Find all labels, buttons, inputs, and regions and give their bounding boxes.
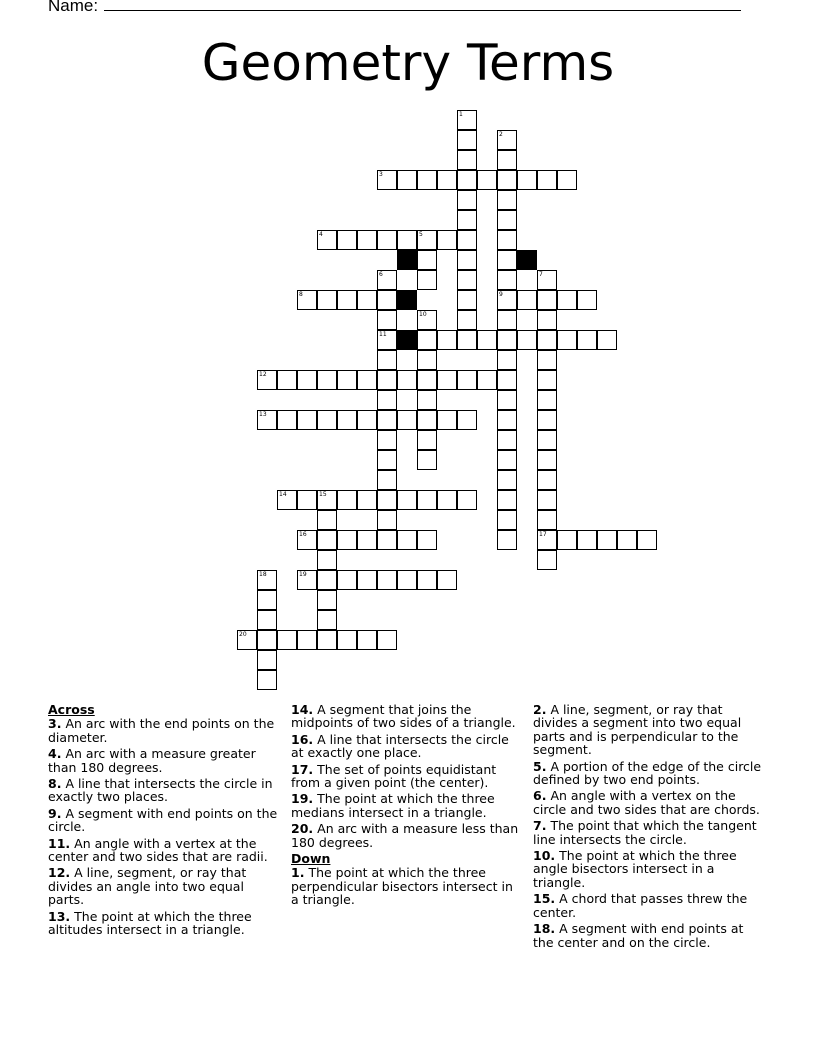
crossword-cell[interactable]: [257, 570, 277, 590]
crossword-cell[interactable]: [417, 250, 437, 270]
crossword-cell[interactable]: [497, 290, 517, 310]
across-heading: Across: [48, 702, 95, 717]
clue-down-15: 15. A chord that passes threw the center.: [533, 891, 748, 920]
crossword-cell[interactable]: [457, 270, 477, 290]
clue-across-12: 12. A line, segment, or ray that divides an angle into two equal parts.: [48, 865, 247, 908]
crossword-cell[interactable]: [457, 230, 477, 250]
crossword-cell[interactable]: [317, 550, 337, 570]
crossword-cell[interactable]: [337, 410, 357, 430]
clue-across-11: 11. An angle with a vertex at the center and two sides that are radii.: [48, 835, 268, 865]
crossword-cell[interactable]: [537, 430, 557, 450]
crossword-cell[interactable]: [597, 330, 617, 350]
crossword-cell[interactable]: [557, 330, 577, 350]
crossword-cell[interactable]: [497, 210, 517, 230]
crossword-cell[interactable]: [557, 170, 577, 190]
crossword-cell[interactable]: [497, 390, 517, 410]
clue-number: 11: [379, 331, 387, 338]
crossword-cell[interactable]: [517, 170, 537, 190]
crossword-cell[interactable]: [337, 370, 357, 390]
crossword-cell[interactable]: [417, 230, 437, 250]
crossword-cell[interactable]: [397, 490, 417, 510]
clue-down-7: 7. The point that which the tangent line intersects the circle.: [533, 818, 757, 847]
down-heading: Down: [291, 851, 331, 867]
crossword-cell[interactable]: [417, 490, 437, 510]
clue-number: 10: [419, 311, 427, 318]
clue-number: 9: [499, 291, 503, 298]
crossword-cell[interactable]: [257, 670, 277, 690]
crossword-cell[interactable]: [477, 330, 497, 350]
crossword-cell[interactable]: [277, 630, 297, 650]
crossword-cell[interactable]: [357, 570, 377, 590]
crossword-cell[interactable]: [537, 530, 557, 550]
crossword-cell[interactable]: [277, 410, 297, 430]
clue-down-2: 2. A line, segment, or ray that divides a segment into two equal parts and is perpendicular to the segment.: [533, 702, 742, 758]
crossword-cell[interactable]: [437, 570, 457, 590]
crossword-cell[interactable]: [237, 630, 257, 650]
crossword-cell[interactable]: [537, 450, 557, 470]
crossword-cell[interactable]: [537, 490, 557, 510]
crossword-cell[interactable]: [537, 330, 557, 350]
clue-down-5: 5. A portion of the edge of the circle defined by two end points.: [533, 758, 762, 788]
clue-number: 7: [539, 271, 543, 278]
crossword-cell[interactable]: [437, 490, 457, 510]
crossword-cell[interactable]: [357, 630, 377, 650]
crossword-cell[interactable]: [317, 610, 337, 630]
clue-down-1: 1. The point at which the three perpendicular bisectors intersect in a triangle.: [291, 865, 513, 908]
crossword-cell[interactable]: [537, 410, 557, 430]
crossword-cell[interactable]: [417, 350, 437, 370]
crossword-cell[interactable]: [397, 410, 417, 430]
crossword-cell[interactable]: [317, 630, 337, 650]
crossword-cell[interactable]: [537, 470, 557, 490]
crossword-cell[interactable]: [537, 310, 557, 330]
crossword-cell[interactable]: [557, 290, 577, 310]
crossword-cell[interactable]: [537, 510, 557, 530]
clue-number: 16: [299, 531, 307, 538]
crossword-cell[interactable]: [377, 270, 397, 290]
crossword-block: [397, 330, 417, 350]
clue-number: 20: [239, 631, 247, 638]
crossword-cell[interactable]: [437, 230, 457, 250]
crossword-cell[interactable]: [417, 390, 437, 410]
clue-column-1: [48, 703, 280, 940]
crossword-cell[interactable]: [377, 510, 397, 530]
crossword-cell[interactable]: [417, 450, 437, 470]
crossword-cell[interactable]: [297, 410, 317, 430]
clue-column-3: [533, 703, 765, 952]
crossword-cell[interactable]: [517, 290, 537, 310]
crossword-cell[interactable]: [457, 250, 477, 270]
crossword-cell[interactable]: [257, 370, 277, 390]
crossword-cell[interactable]: [337, 570, 357, 590]
crossword-cell[interactable]: [497, 310, 517, 330]
crossword-cell[interactable]: [337, 290, 357, 310]
clue-down-18: 18. A segment with end points at the center and on the circle.: [533, 921, 744, 950]
crossword-cell[interactable]: [257, 650, 277, 670]
clue-across-14: 14. A segment that joins the midpoints of two sides of a triangle.: [291, 702, 516, 731]
crossword-cell[interactable]: [417, 310, 437, 330]
crossword-cell[interactable]: [397, 230, 417, 250]
crossword-cell[interactable]: [377, 290, 397, 310]
crossword-cell[interactable]: [457, 290, 477, 310]
crossword-cell[interactable]: [297, 290, 317, 310]
crossword-cell[interactable]: [497, 450, 517, 470]
crossword-cell[interactable]: [577, 330, 597, 350]
clue-down-6: 6. An angle with a vertex on the circle and two sides that are chords.: [533, 788, 760, 817]
crossword-cell[interactable]: [457, 310, 477, 330]
crossword-cell[interactable]: [417, 370, 437, 390]
crossword-cell[interactable]: [377, 230, 397, 250]
crossword-cell[interactable]: [377, 450, 397, 470]
crossword-cell[interactable]: [497, 470, 517, 490]
crossword-cell[interactable]: [437, 330, 457, 350]
crossword-cell[interactable]: [497, 130, 517, 150]
crossword-cell[interactable]: [497, 150, 517, 170]
clue-across-3: 3. An arc with the end points on the diameter.: [48, 716, 275, 745]
crossword-cell[interactable]: [477, 370, 497, 390]
crossword-cell[interactable]: [317, 410, 337, 430]
clue-number: 14: [279, 491, 287, 498]
crossword-cell[interactable]: [257, 590, 277, 610]
crossword-cell[interactable]: [357, 290, 377, 310]
clue-number: 3: [379, 171, 383, 178]
clue-number: 13: [259, 411, 267, 418]
crossword-cell[interactable]: [337, 630, 357, 650]
clue-across-19: 19. The point at which the three medians intersect in a triangle.: [291, 791, 495, 820]
crossword-cell[interactable]: [397, 570, 417, 590]
crossword-block: [397, 290, 417, 310]
crossword-cell[interactable]: [537, 550, 557, 570]
crossword-cell[interactable]: [377, 410, 397, 430]
crossword-cell[interactable]: [397, 530, 417, 550]
crossword-cell[interactable]: [377, 350, 397, 370]
crossword-cell[interactable]: [417, 270, 437, 290]
clue-across-16: 16. A line that intersects the circle at exactly one place.: [291, 731, 509, 761]
crossword-cell[interactable]: [497, 230, 517, 250]
crossword-cell[interactable]: [397, 170, 417, 190]
clue-number: 18: [259, 571, 267, 578]
crossword-cell[interactable]: [377, 490, 397, 510]
crossword-cell[interactable]: [337, 490, 357, 510]
crossword-cell[interactable]: [497, 250, 517, 270]
crossword-cell[interactable]: [497, 270, 517, 290]
clue-across-17: 17. The set of points equidistant from a given point (the center).: [291, 761, 497, 791]
crossword-cell[interactable]: [497, 190, 517, 210]
crossword-cell[interactable]: [377, 310, 397, 330]
crossword-cell[interactable]: [317, 530, 337, 550]
crossword-cell[interactable]: [457, 330, 477, 350]
crossword-cell[interactable]: [537, 350, 557, 370]
crossword-cell[interactable]: [357, 530, 377, 550]
crossword-cell[interactable]: [357, 230, 377, 250]
crossword-cell[interactable]: [557, 530, 577, 550]
crossword-block: [397, 250, 417, 270]
crossword-cell[interactable]: [357, 490, 377, 510]
crossword-cell[interactable]: [257, 610, 277, 630]
clue-number: 1: [459, 111, 463, 118]
crossword-cell[interactable]: [457, 490, 477, 510]
clue-number: 6: [379, 271, 383, 278]
crossword-cell[interactable]: [377, 570, 397, 590]
crossword-cell[interactable]: [597, 530, 617, 550]
crossword-cell[interactable]: [317, 370, 337, 390]
clue-number: 2: [499, 131, 503, 138]
clue-number: 8: [299, 291, 303, 298]
crossword-cell[interactable]: [317, 570, 337, 590]
clue-number: 19: [299, 571, 307, 578]
crossword-cell[interactable]: [277, 490, 297, 510]
crossword-cell[interactable]: [377, 530, 397, 550]
crossword-cell[interactable]: [457, 150, 477, 170]
crossword-block: [517, 250, 537, 270]
clue-down-10: 10. The point at which the three angle bisectors intersect in a triangle.: [533, 848, 737, 890]
crossword-cell[interactable]: [337, 230, 357, 250]
crossword-cell[interactable]: [297, 490, 317, 510]
clue-number: 4: [319, 231, 323, 238]
crossword-cell[interactable]: [357, 370, 377, 390]
crossword-cell[interactable]: [257, 630, 277, 650]
crossword-cell[interactable]: [497, 170, 517, 190]
clue-across-20: 20. An arc with a measure less than 180 degrees.: [291, 821, 519, 850]
crossword-cell[interactable]: [637, 530, 657, 550]
clue-number: 15: [319, 491, 327, 498]
crossword-cell[interactable]: [457, 370, 477, 390]
clue-number: 17: [539, 531, 547, 538]
crossword-cell[interactable]: [377, 430, 397, 450]
crossword-cell[interactable]: [457, 190, 477, 210]
crossword-cell[interactable]: [577, 290, 597, 310]
crossword-cell[interactable]: [397, 370, 417, 390]
crossword-cell[interactable]: [577, 530, 597, 550]
name-label: Name:: [48, 0, 99, 15]
crossword-cell[interactable]: [537, 390, 557, 410]
crossword-cell[interactable]: [537, 290, 557, 310]
crossword-cell[interactable]: [497, 410, 517, 430]
clue-column-2: [291, 703, 523, 910]
crossword-cell[interactable]: [537, 270, 557, 290]
crossword-cell[interactable]: [617, 530, 637, 550]
crossword-cell[interactable]: [477, 170, 497, 190]
crossword-cell[interactable]: [417, 410, 437, 430]
clue-number: 5: [419, 231, 423, 238]
crossword-cell[interactable]: [417, 330, 437, 350]
crossword-cell[interactable]: [317, 230, 337, 250]
crossword-cell[interactable]: [517, 330, 537, 350]
crossword-cell[interactable]: [537, 170, 557, 190]
clue-across-4: 4. An arc with a measure greater than 180 degrees.: [48, 746, 256, 775]
crossword-cell[interactable]: [317, 290, 337, 310]
crossword-cell[interactable]: [437, 170, 457, 190]
crossword-cell[interactable]: [457, 110, 477, 130]
crossword-cell[interactable]: [337, 530, 357, 550]
crossword-cell[interactable]: [457, 210, 477, 230]
crossword-cell[interactable]: [257, 410, 277, 430]
clue-number: 12: [259, 371, 267, 378]
crossword-cell[interactable]: [417, 530, 437, 550]
crossword-cell[interactable]: [497, 430, 517, 450]
crossword-cell[interactable]: [297, 370, 317, 390]
page-title: Geometry Terms: [201, 34, 615, 92]
crossword-cell[interactable]: [297, 630, 317, 650]
clue-across-8: 8. A line that intersects the circle in exactly two places.: [48, 776, 273, 805]
clue-across-9: 9. A segment with end points on the circle.: [48, 805, 278, 835]
crossword-cell[interactable]: [377, 370, 397, 390]
crossword-cell[interactable]: [497, 510, 517, 530]
crossword-cell[interactable]: [417, 170, 437, 190]
crossword-cell[interactable]: [497, 350, 517, 370]
crossword-cell[interactable]: [317, 590, 337, 610]
crossword-cell[interactable]: [297, 530, 317, 550]
crossword-cell[interactable]: [297, 570, 317, 590]
crossword-cell[interactable]: [497, 330, 517, 350]
crossword-cell[interactable]: [437, 370, 457, 390]
crossword-cell[interactable]: [497, 490, 517, 510]
crossword-cell[interactable]: [457, 130, 477, 150]
crossword-cell[interactable]: [377, 470, 397, 490]
crossword-cell[interactable]: [457, 410, 477, 430]
crossword-cell[interactable]: [357, 410, 377, 430]
crossword-cell[interactable]: [417, 430, 437, 450]
crossword-cell[interactable]: [417, 570, 437, 590]
crossword-cell[interactable]: [377, 390, 397, 410]
crossword-cell[interactable]: [277, 370, 297, 390]
clue-across-13: 13. The point at which the three altitudes intersect in a triangle.: [48, 908, 252, 938]
crossword-cell[interactable]: [317, 490, 337, 510]
crossword-cell[interactable]: [437, 410, 457, 430]
crossword-cell[interactable]: [377, 330, 397, 350]
crossword-cell[interactable]: [497, 370, 517, 390]
crossword-cell[interactable]: [537, 370, 557, 390]
crossword-cell[interactable]: [377, 630, 397, 650]
crossword-cell[interactable]: [497, 530, 517, 550]
crossword-cell[interactable]: [377, 170, 397, 190]
crossword-cell[interactable]: [317, 510, 337, 530]
crossword-cell[interactable]: [457, 170, 477, 190]
